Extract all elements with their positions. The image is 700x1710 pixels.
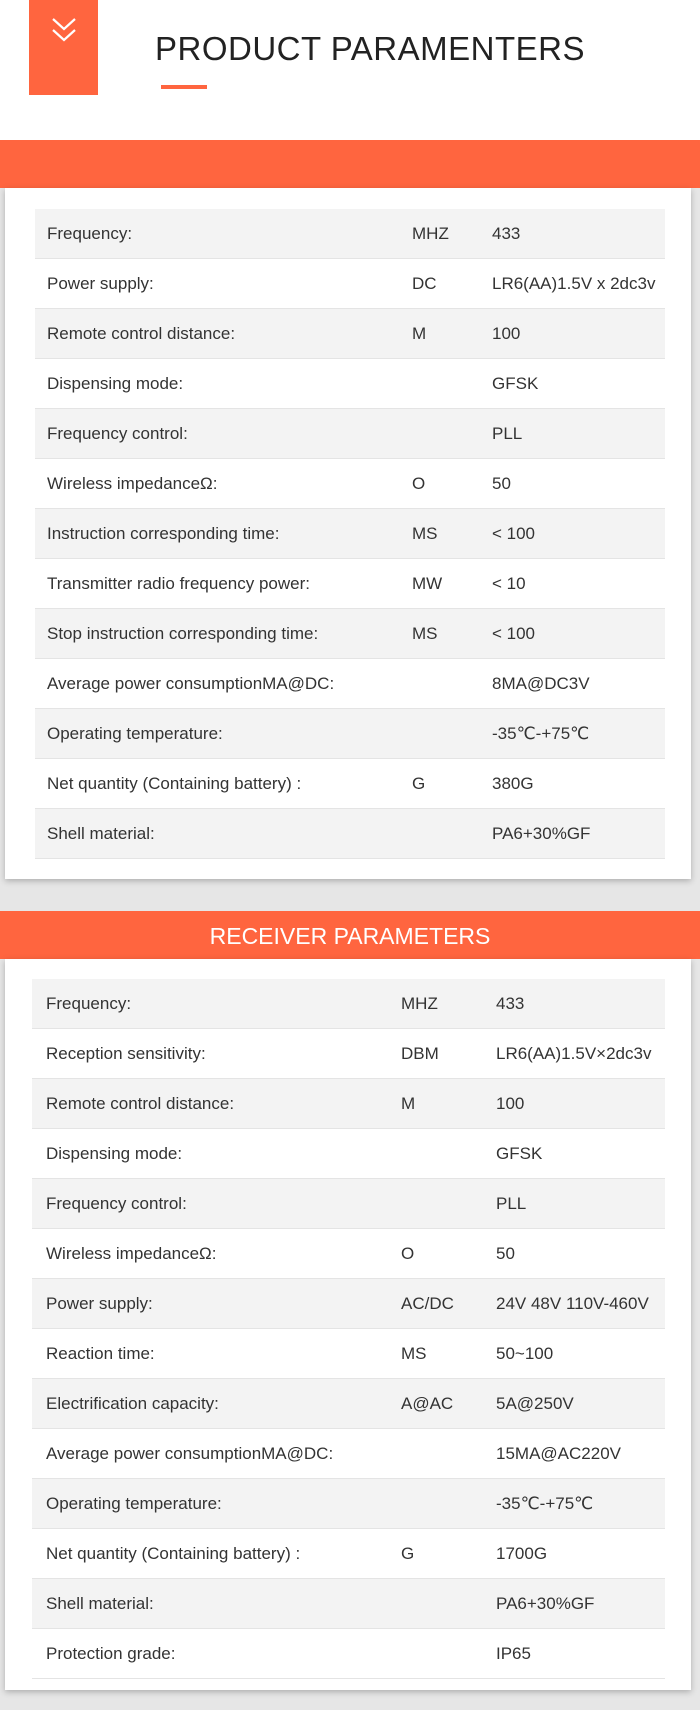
table-row [35,259,665,309]
parameter-value: -35℃-+75℃ [492,709,665,759]
parameter-unit: O [412,459,492,509]
table-row [35,659,665,709]
parameter-name: Shell material: [32,1579,401,1629]
receiver-table-body [32,979,665,1679]
transmitter-parameters-table [35,209,665,859]
parameter-value: 100 [492,309,665,359]
parameter-value: -35℃-+75℃ [496,1479,665,1529]
parameter-value: PA6+30%GF [496,1579,665,1629]
parameter-unit [412,659,492,709]
parameter-name: Instruction corresponding time: [35,509,412,559]
table-row [32,1529,665,1579]
parameter-unit: O [401,1229,496,1279]
page-title: PRODUCT PARAMENTERS [155,30,585,67]
parameter-name: Power supply: [32,1279,401,1329]
parameter-unit: A@AC [401,1379,496,1429]
parameter-unit: G [401,1529,496,1579]
parameter-unit [401,1179,496,1229]
parameter-name: Protection grade: [32,1629,401,1679]
table-row [32,1479,665,1529]
parameter-name: Frequency control: [35,409,412,459]
parameter-value: 8MA@DC3V [492,659,665,709]
table-row [32,1329,665,1379]
parameter-unit: MS [401,1329,496,1379]
table-row [32,1029,665,1079]
parameter-value: 24V 48V 110V-460V [496,1279,665,1329]
receiver-parameters-card [5,959,691,1690]
parameter-name: Electrification capacity: [32,1379,401,1429]
parameter-value: LR6(AA)1.5V x 2dc3v [492,259,665,309]
table-row [35,409,665,459]
parameter-name: Remote control distance: [32,1079,401,1129]
transmitter-table-body [35,209,665,859]
table-row [35,759,665,809]
table-row [35,709,665,759]
table-row [35,509,665,559]
parameter-unit: AC/DC [401,1279,496,1329]
parameter-unit [401,1479,496,1529]
table-row [35,809,665,859]
parameter-value: < 100 [492,609,665,659]
parameter-value: 15MA@AC220V [496,1429,665,1479]
parameter-value: PA6+30%GF [492,809,665,859]
parameter-value: IP65 [496,1629,665,1679]
parameter-name: Shell material: [35,809,412,859]
parameter-unit: G [412,759,492,809]
table-row [32,1629,665,1679]
table-row [35,309,665,359]
parameter-name: Power supply: [35,259,412,309]
parameter-name: Operating temperature: [35,709,412,759]
parameter-name: Operating temperature: [32,1479,401,1529]
parameter-name: Reaction time: [32,1329,401,1379]
table-row [35,609,665,659]
table-row [35,209,665,259]
parameter-name: Remote control distance: [35,309,412,359]
parameter-value: 433 [492,209,665,259]
transmitter-section-band [0,140,700,188]
parameter-unit: DC [412,259,492,309]
table-row [32,1179,665,1229]
transmitter-parameters-card [5,188,691,879]
receiver-section-band: RECEIVER PARAMETERS [0,911,700,959]
parameter-value: 100 [496,1079,665,1129]
parameter-unit [401,1129,496,1179]
parameter-name: Frequency: [32,979,401,1029]
parameter-name: Dispensing mode: [35,359,412,409]
table-row [32,1129,665,1179]
parameter-unit: MS [412,509,492,559]
parameter-unit: DBM [401,1029,496,1079]
parameter-name: Frequency control: [32,1179,401,1229]
table-row [35,559,665,609]
parameter-name: Dispensing mode: [32,1129,401,1179]
parameter-unit: MHZ [412,209,492,259]
parameter-value: 1700G [496,1529,665,1579]
parameter-value: GFSK [492,359,665,409]
table-row [32,1379,665,1429]
parameter-value: 50~100 [496,1329,665,1379]
parameter-name: Transmitter radio frequency power: [35,559,412,609]
parameter-name: Net quantity (Containing battery) : [32,1529,401,1579]
parameter-value: PLL [492,409,665,459]
parameter-unit: M [412,309,492,359]
parameter-name: Wireless impedanceΩ: [32,1229,401,1279]
parameter-value: LR6(AA)1.5V×2dc3v [496,1029,665,1079]
parameter-unit: MW [412,559,492,609]
parameter-unit [412,409,492,459]
parameter-unit [412,709,492,759]
table-row [32,1279,665,1329]
parameter-value: GFSK [496,1129,665,1179]
parameter-value: PLL [496,1179,665,1229]
parameter-name: Net quantity (Containing battery) : [35,759,412,809]
parameter-name: Average power consumptionMA@DC: [35,659,412,709]
parameter-name: Reception sensitivity: [32,1029,401,1079]
parameter-name: Average power consumptionMA@DC: [32,1429,401,1479]
parameter-value: 380G [492,759,665,809]
parameter-unit [412,809,492,859]
parameter-unit [401,1429,496,1479]
parameter-value: < 10 [492,559,665,609]
parameter-unit: MHZ [401,979,496,1029]
parameter-unit: M [401,1079,496,1129]
table-row [35,459,665,509]
parameter-unit [401,1579,496,1629]
title-underline [161,85,207,89]
parameter-unit: MS [412,609,492,659]
parameter-name: Frequency: [35,209,412,259]
parameter-name: Wireless impedanceΩ: [35,459,412,509]
table-row [32,1079,665,1129]
parameter-value: 5A@250V [496,1379,665,1429]
receiver-parameters-table [32,979,665,1679]
parameter-value: 50 [492,459,665,509]
parameter-unit [401,1629,496,1679]
parameter-value: 50 [496,1229,665,1279]
table-row [32,979,665,1029]
table-row [32,1229,665,1279]
table-row [32,1579,665,1629]
parameter-unit [412,359,492,409]
table-row [35,359,665,409]
parameter-value: < 100 [492,509,665,559]
parameter-value: 433 [496,979,665,1029]
table-row [32,1429,665,1479]
parameter-name: Stop instruction corresponding time: [35,609,412,659]
page-header [0,0,700,140]
